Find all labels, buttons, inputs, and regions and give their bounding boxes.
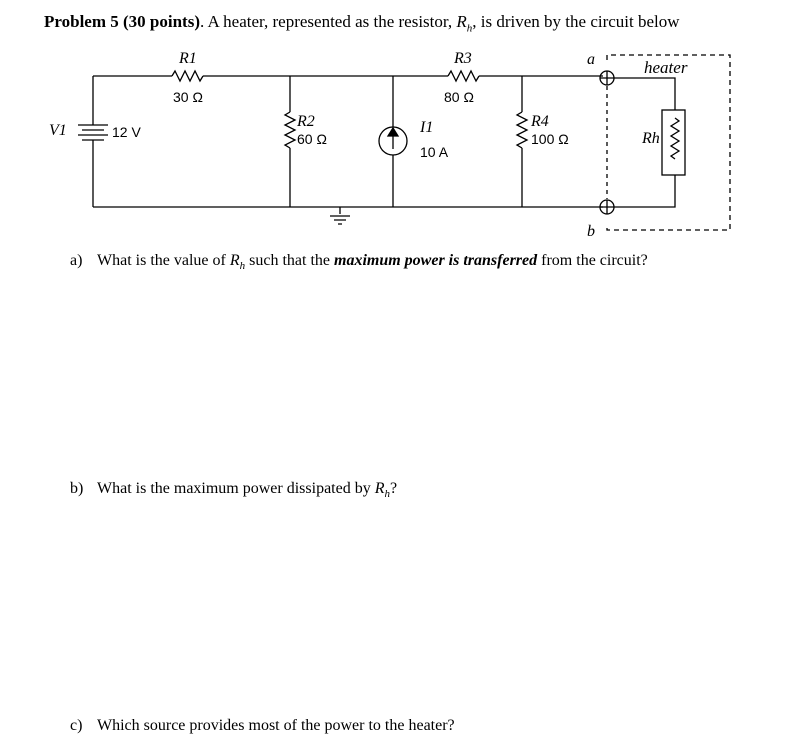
node-b-label: b [587,223,595,240]
problem-text-before: . A heater, represented as the resistor, [200,12,457,31]
r4-value: 100 Ω [531,131,569,147]
r1-value: 30 Ω [173,89,203,105]
circuit-diagram [0,40,793,240]
rh-symbol-b: R [374,480,385,497]
heater-box [607,55,730,230]
rh-symbol-a: R [229,252,240,269]
i1-label: I1 [420,119,434,136]
i1-value: 10 A [420,144,449,160]
rh-subscript-b: h [384,488,391,501]
rh-symbol: R [456,12,467,31]
question-c-text: Which source provides most of the power to the heater? [97,717,455,734]
battery-v1 [78,125,108,140]
resistor-r4 [517,112,527,148]
problem-title: Problem 5 (30 points) [44,12,200,31]
resistor-r3 [448,71,479,81]
resistor-rh [671,118,679,159]
r3-label: R3 [454,50,472,67]
problem-statement [44,12,680,34]
r4-label: R4 [531,113,549,130]
question-a-text3: from the circuit? [537,252,648,269]
rh-subscript: h [466,22,473,35]
r2-value: 60 Ω [297,131,327,147]
question-a [70,252,648,272]
ground-symbol [330,207,350,224]
node-a-label: a [587,51,595,68]
heater-label: heater [644,58,688,77]
rh-label: Rh [642,130,660,147]
question-b [70,480,397,500]
question-c [70,717,455,735]
r3-value: 80 Ω [444,89,474,105]
question-c-label: c) [70,717,83,734]
rh-element [662,110,685,175]
question-a-label: a) [70,252,83,269]
r2-label: R2 [297,113,315,130]
v1-value: 12 V [112,124,141,140]
question-a-text1: What is the value of [97,252,230,269]
question-b-label: b) [70,480,84,497]
question-a-text2: such that the [245,252,334,269]
r1-label: R1 [179,50,197,67]
problem-text-after: , is driven by the circuit below [472,12,680,31]
resistor-r2 [285,112,295,148]
resistor-r1 [172,71,203,81]
question-b-text1: What is the maximum power dissipated by [97,480,375,497]
question-b-text2: ? [390,480,398,497]
rh-subscript-a: h [239,260,246,273]
v1-label: V1 [49,122,67,139]
question-a-emphasis: maximum power is transferred [334,252,538,269]
